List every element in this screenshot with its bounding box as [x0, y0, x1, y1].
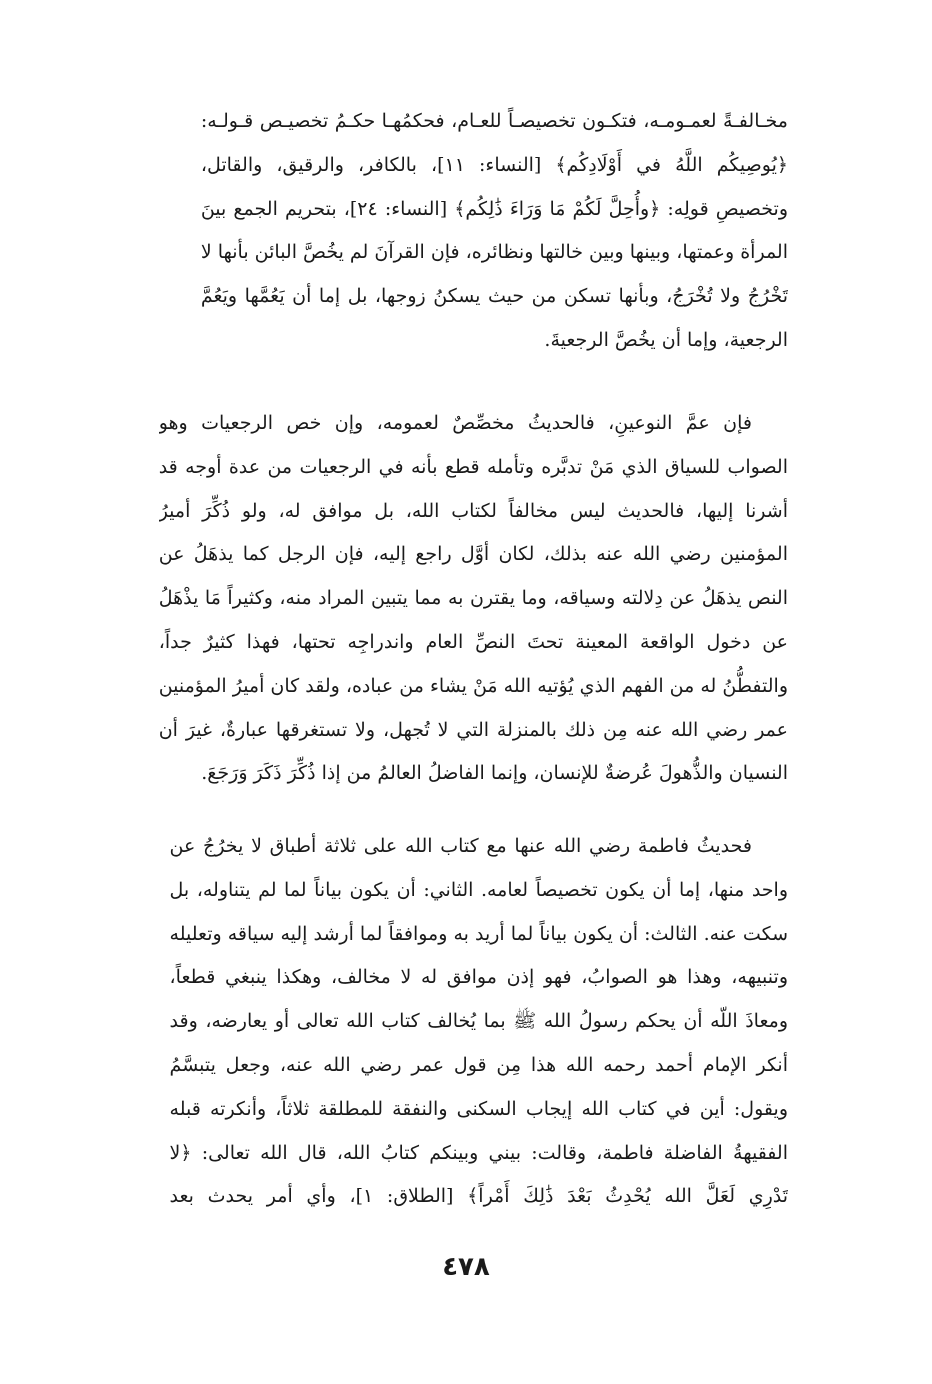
text-line: وتخصيصِ قولِه: ﴿وأُحِلَّ لَكُمْ مَا وَرَاءَ ذَٰلِكُم﴾ [النساء: ٢٤]، بتحريم الجمع بينَ: [200, 197, 788, 220]
text-line: تَدْرِي لَعَلَّ الله يُحْدِثُ بَعْدَ ذَٰلِكَ أَمْراً﴾ [الطلاق: ١]، وأي أمر يحدث بعد: [169, 1185, 788, 1208]
paragraph-2: [159, 402, 788, 796]
text-line: تَخْرُجُ ولا تُخْرَجُ، وبأنها تسكن من حيث يسكنُ زوجها، بل إما أن يَعُمَّها ويَعُمَّ: [200, 285, 788, 308]
text-line: المؤمنين رضي الله عنه بذلك، لكان أوَّل راجع إليه، فإن الرجل كما يذهَلُ عن: [158, 543, 788, 566]
text-line: فإن عمَّ النوعينِ، فالحديثُ مخصِّصٌ لعمومه، وإن خص الرجعيات وهو: [158, 412, 752, 434]
text-line: النسيان والذُّهولَ عُرضةٌ للإنسان، وإنما الفاضلُ العالمُ من إذا ذُكِّرَ ذَكَرَ وَرَجَعَ.: [201, 762, 788, 785]
text-line: وتنبيهه، وهذا هو الصوابُ، فهو إذن موافق له لا مخالف، وهكذا ينبغي قطعاً،: [169, 966, 788, 989]
text-line: واحد منها، إما أن يكون تخصيصاً لعامه. الثاني: أن يكون بياناً لما لم يتناوله، بل: [169, 878, 788, 901]
text-line: أشرنا إليها، فالحديث ليس مخالفاً لكتاب الله، بل موافق له، ولو ذُكِّرَ أميرُ: [158, 499, 788, 522]
text-line: أنكر الإمام أحمد رحمه الله هذا مِن قول عمر رضي الله عنه، وجعل يتبسَّمُ: [169, 1053, 788, 1076]
text-line: مخـالفـةً لعمـومـه، فتكـون تخصيصـاً للعـام، فحكمُهـا حكـمُ تخصيـص قـولـه:: [200, 110, 788, 132]
text-line: ﴿يُوصِيكُم اللَّهُ في أَوْلَادِكُم﴾ [النساء: ١١]، بالكافر، والرقيق، والقاتل،: [200, 153, 788, 176]
text-line: الفقيهةُ الفاضلة فاطمة، وقالت: بيني وبينكم كتابُ الله، قال الله تعالى: ﴿لا: [169, 1141, 788, 1164]
text-line: عمر رضي الله عنه مِن ذلك بالمنزلة التي لا تُجهل، ولا تستغرقها عبارةٌ، غيرَ أن: [158, 718, 788, 741]
paragraph-3: [170, 825, 788, 1219]
text-line: ويقول: أين في كتاب الله إيجاب السكنى والنفقة للمطلقة ثلاثاً، وأنكرته قبله: [169, 1097, 788, 1120]
text-line: فحديثُ فاطمة رضي الله عنها مع كتاب الله على ثلاثة أطباق لا يخرُجُ عن: [169, 835, 752, 857]
text-line: المرأة وعمتها، وبينها وبين خالتها ونظائره، فإن القرآنَ لم يخُصَّ البائن بأنها لا: [200, 241, 788, 264]
page-number: ٤٧٨: [442, 1252, 490, 1282]
text-line: الصواب للسياق الذي مَنْ تدبَّره وتأمله قطع بأنه في الرجعيات من عدة أوجه قد: [158, 455, 788, 478]
text-line: الرجعية، وإما أن يخُصَّ الرجعيةَ.: [544, 328, 788, 351]
text-line: النص يذهَلُ عن دِلالته وسياقه، وما يقترن به مما يتبين المراد منه، وكثيراً مَا يذْهَلُ: [158, 587, 788, 610]
text-line: عن دخول الواقعة المعينة تحتَ النصِّ العام واندراجِه تحتها، فهذا كثيرٌ جداً،: [158, 630, 788, 653]
text-line: سكت عنه. الثالث: أن يكون بياناً لما أريد به وموافقاً لما أرشد إليه سياقه وتعليله: [169, 922, 788, 945]
paragraph-1: [201, 100, 788, 363]
text-line: والتفطُّنُ له من الفهم الذي يُؤتيه الله مَنْ يشاء من عباده، ولقد كان أميرُ المؤمنين: [158, 674, 788, 697]
text-line: ومعاذَ اللّه أن يحكم رسولُ الله ﷺ بما يُخالف كتاب الله تعالى أو يعارضه، وقد: [169, 1010, 788, 1033]
